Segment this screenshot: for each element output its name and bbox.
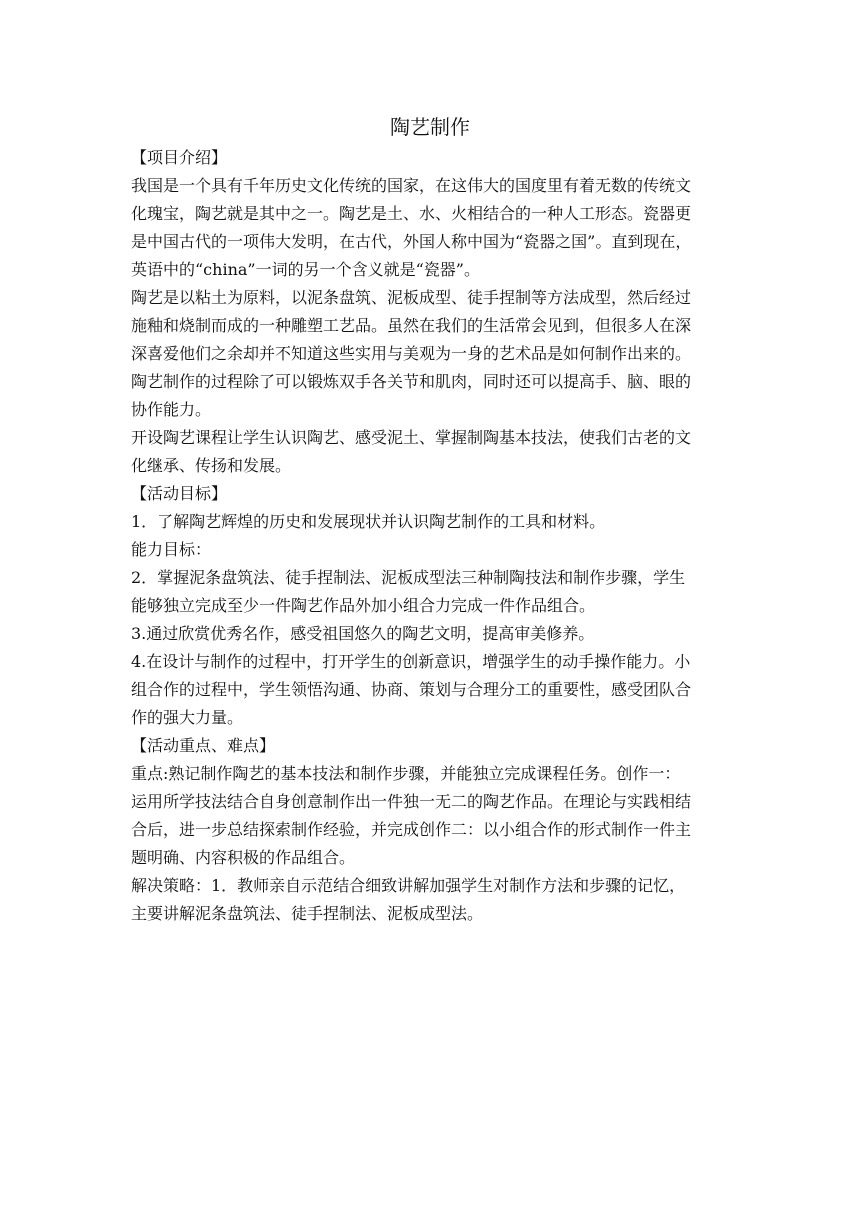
paragraph-line: 陶艺是以粘土为原料，以泥条盘筑、泥板成型、徒手捏制等方法成型，然后经过 bbox=[131, 288, 692, 307]
paragraph-line: 组合作的过程中，学生领悟沟通、协商、策划与合理分工的重要性，感受团队合 bbox=[131, 680, 692, 699]
paragraph-line: 能力目标： bbox=[131, 540, 212, 559]
paragraph-line: 重点:熟记制作陶艺的基本技法和制作步骤，并能独立完成课程任务。创作一： bbox=[131, 764, 681, 783]
paragraph-line: 作的强大力量。 bbox=[131, 708, 244, 727]
paragraph-line: 我国是一个具有千年历史文化传统的国家，在这伟大的国度里有着无数的传统文 bbox=[131, 176, 692, 195]
paragraph-line: 3.通过欣赏优秀名作，感受祖国悠久的陶艺文明，提高审美修养。 bbox=[131, 624, 595, 643]
paragraph-line: 4.在设计与制作的过程中，打开学生的创新意识，增强学生的动手操作能力。小 bbox=[131, 652, 691, 671]
paragraph-line: 施釉和烧制而成的一种雕塑工艺品。虽然在我们的生活常会见到，但很多人在深 bbox=[131, 316, 692, 335]
paragraph-line: 开设陶艺课程让学生认识陶艺、感受泥土、掌握制陶基本技法，使我们古老的文 bbox=[131, 428, 692, 447]
section-activity-goals bbox=[131, 480, 729, 732]
paragraph-line: 运用所学技法结合自身创意制作出一件独一无二的陶艺作品。在理论与实践相结 bbox=[131, 792, 692, 811]
paragraph-line: 是中国古代的一项伟大发明，在古代，外国人称中国为“瓷器之国”。直到现在， bbox=[131, 232, 692, 251]
paragraph-line: 深喜爱他们之余却并不知道这些实用与美观为一身的艺术品是如何制作出来的。 bbox=[131, 344, 692, 363]
section-project-intro bbox=[131, 144, 729, 480]
paragraph-line: 协作能力。 bbox=[131, 400, 212, 419]
paragraph-line: 题明确、内容积极的作品组合。 bbox=[131, 848, 356, 867]
document-body bbox=[131, 110, 729, 928]
paragraph-line: 主要讲解泥条盘筑法、徒手捏制法、泥板成型法。 bbox=[131, 904, 484, 923]
paragraph-line: 1．了解陶艺辉煌的历史和发展现状并认识陶艺制作的工具和材料。 bbox=[131, 512, 606, 531]
paragraph-line: 能够独立完成至少一件陶艺作品外加小组合力完成一件作品组合。 bbox=[131, 596, 596, 615]
section-heading: 【活动重点、难点】 bbox=[131, 736, 276, 755]
paragraph-line: 英语中的“china”一词的另一个含义就是“瓷器”。 bbox=[131, 260, 480, 279]
section-key-points bbox=[131, 732, 729, 928]
paragraph-line: 化瑰宝，陶艺就是其中之一。陶艺是土、水、火相结合的一种人工形态。瓷器更 bbox=[131, 204, 692, 223]
paragraph-line: 解决策略：1．教师亲自示范结合细致讲解加强学生对制作方法和步骤的记忆， bbox=[131, 876, 686, 895]
section-heading: 【项目介绍】 bbox=[131, 148, 228, 167]
paragraph-line: 合后，进一步总结探索制作经验，并完成创作二：以小组合作的形式制作一件主 bbox=[131, 820, 692, 839]
document-title: 陶艺制作 bbox=[390, 115, 470, 139]
paragraph-line: 2．掌握泥条盘筑法、徒手捏制法、泥板成型法三种制陶技法和制作步骤，学生 bbox=[131, 568, 686, 587]
paragraph-line: 化继承、传扬和发展。 bbox=[131, 456, 292, 475]
paragraph-line: 陶艺制作的过程除了可以锻炼双手各关节和肌肉，同时还可以提高手、脑、眼的 bbox=[131, 372, 692, 391]
section-heading: 【活动目标】 bbox=[131, 484, 228, 503]
